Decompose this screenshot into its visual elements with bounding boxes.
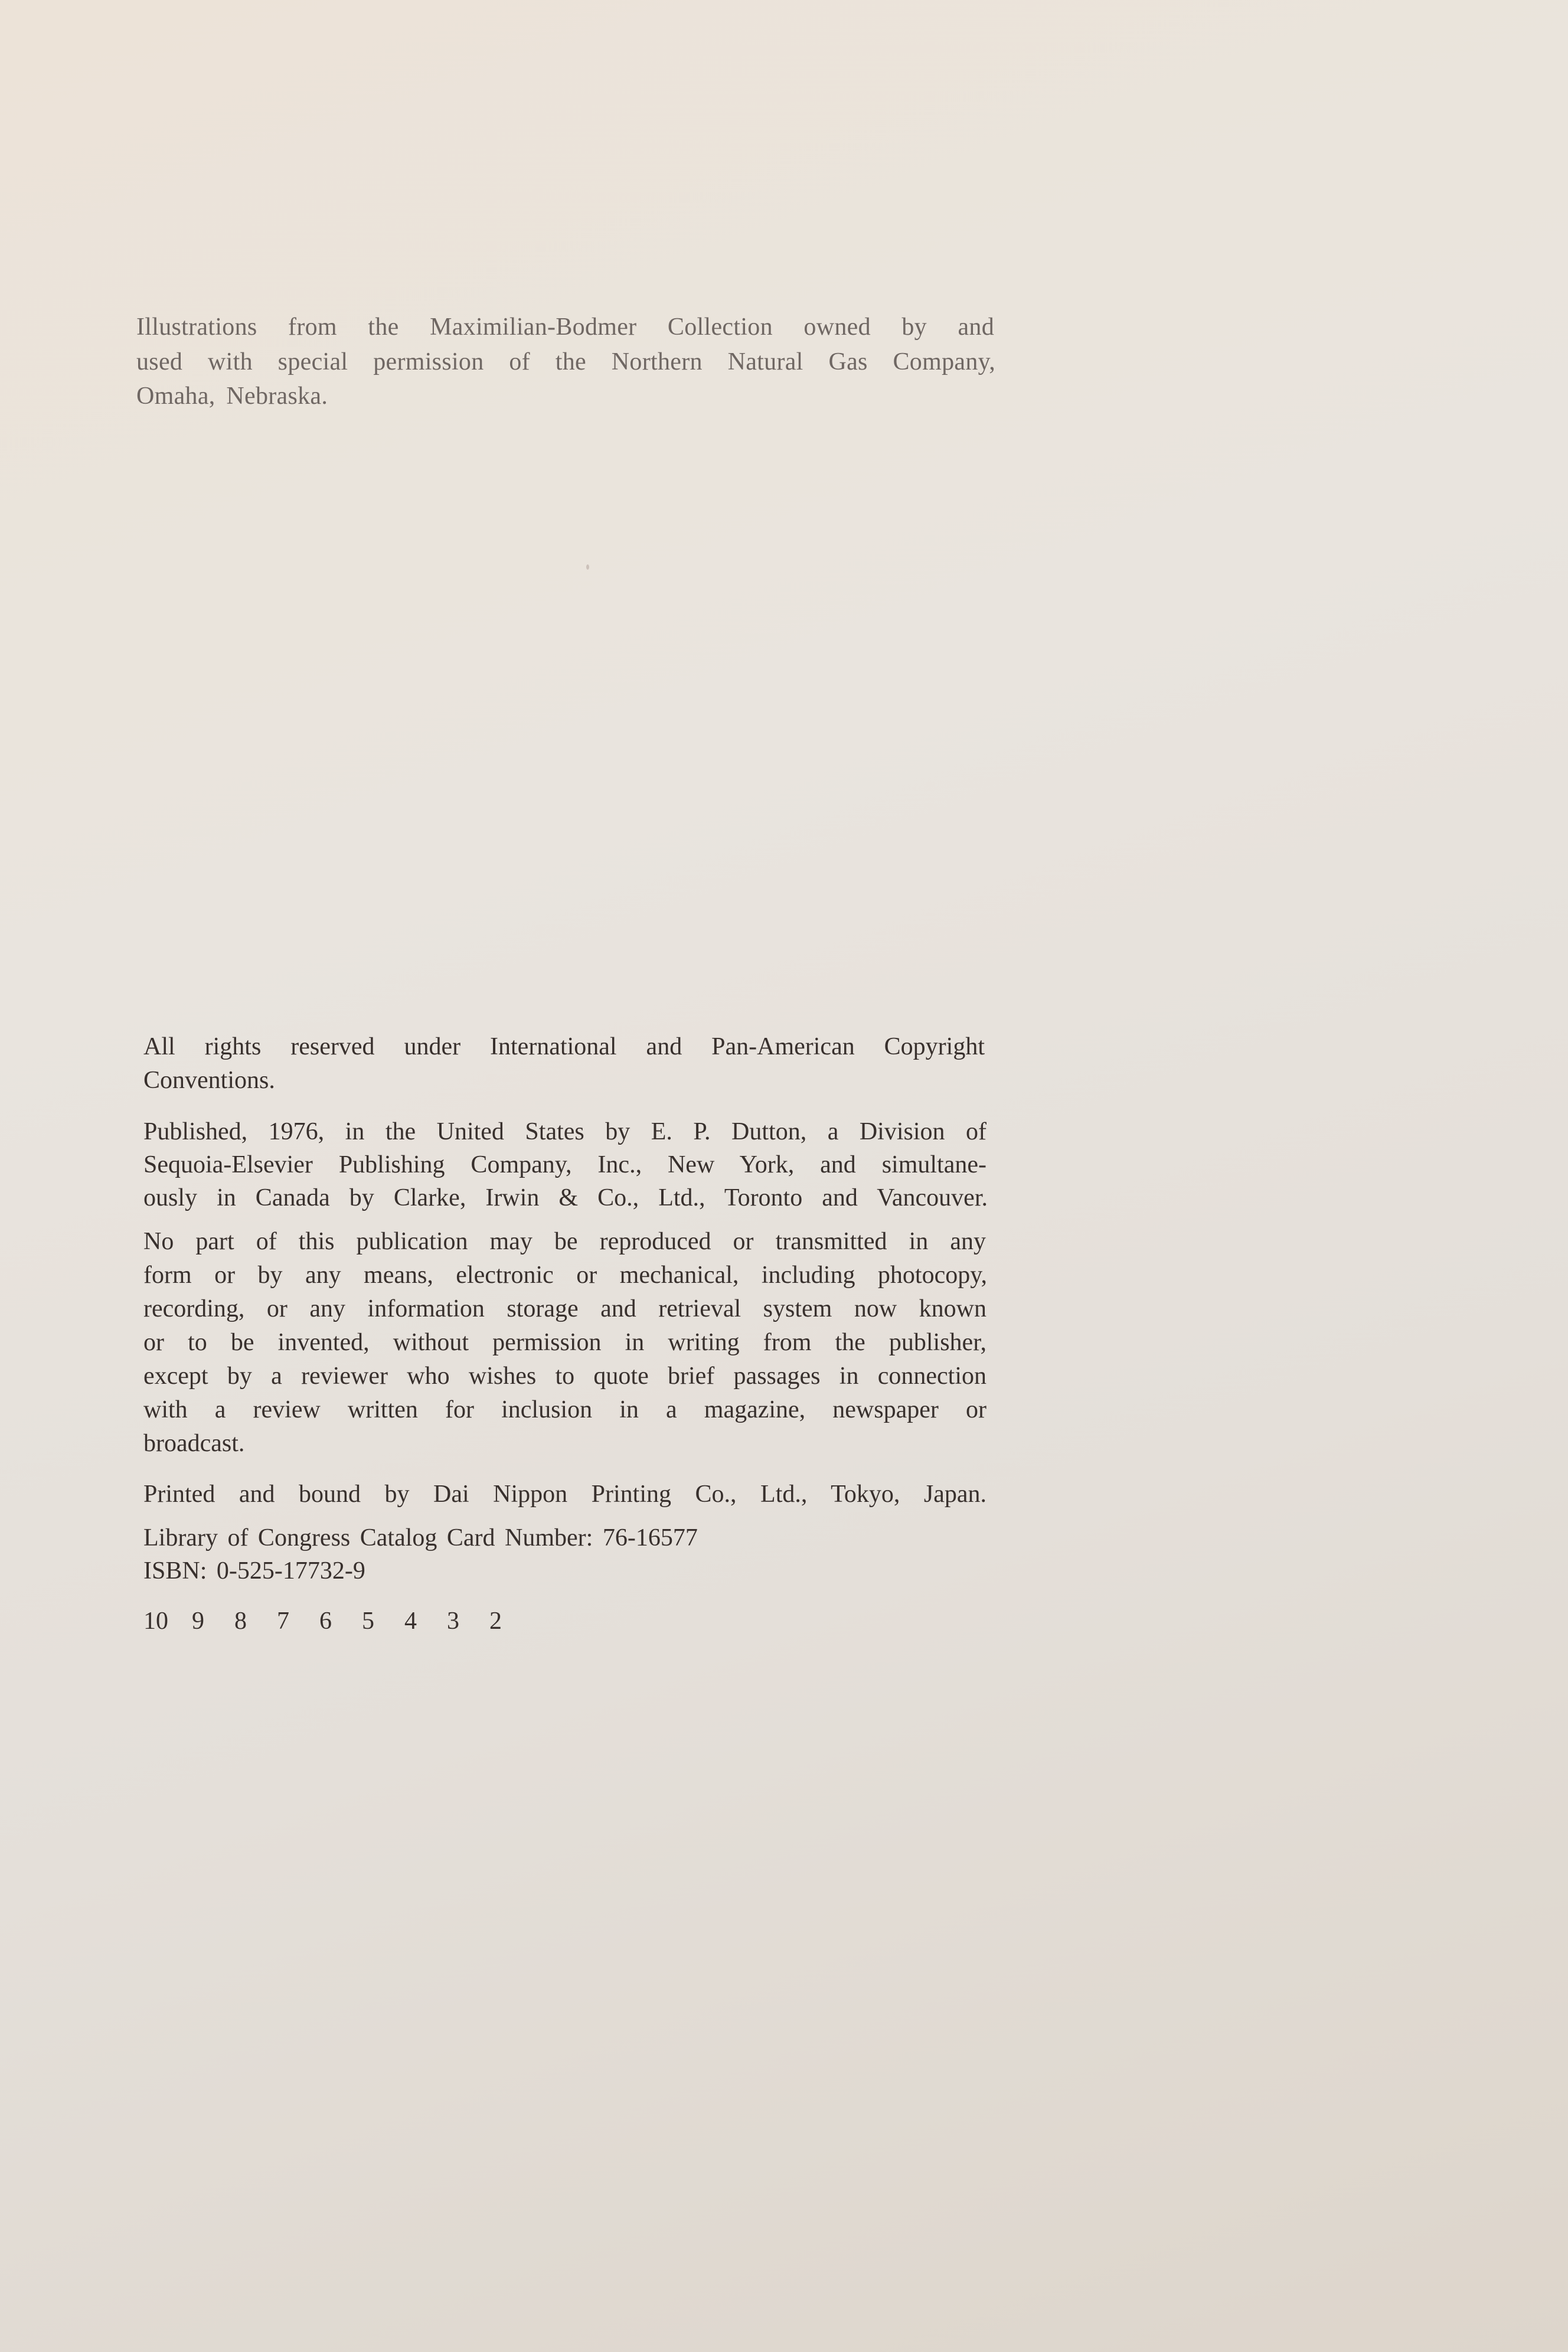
rights-line: Conventions. [143,1067,275,1094]
printer-key-number: 2 [489,1608,502,1635]
printer-key-number: 6 [319,1608,332,1635]
notice-line: except by a reviewer who wishes to quote brief passages in connection [143,1363,986,1390]
isbn: ISBN: 0-525-17732-9 [143,1557,365,1585]
printer-key-number: 9 [192,1608,204,1635]
published-line: Sequoia-Elsevier Publishing Company, Inc., New York, and simultane- [143,1151,986,1178]
paper-speck [586,564,589,570]
credit-line: used with special permission of the Northern Natural Gas Company, [136,348,995,375]
printer-key-number: 8 [234,1608,247,1635]
notice-line: broadcast. [143,1430,245,1457]
credit-line: Omaha, Nebraska. [136,383,328,410]
notice-line: with a review written for inclusion in a magazine, newspaper or [143,1396,986,1423]
printed-by: Printed and bound by Dai Nippon Printing Co., Ltd., Tokyo, Japan. [143,1481,986,1508]
notice-line: form or by any means, electronic or mechanical, including photocopy, [143,1262,987,1289]
published-line: ously in Canada by Clarke, Irwin & Co., Ltd., Toronto and Vancouver. [143,1184,988,1211]
printer-key-number: 10 [143,1608,168,1635]
notice-line: recording, or any information storage and retrieval system now known [143,1295,986,1322]
lccn: Library of Congress Catalog Card Number: 76-16577 [143,1524,698,1551]
notice-line: or to be invented, without permission in writing from the publisher, [143,1329,986,1356]
printer-key-number: 7 [277,1608,289,1635]
published-line: Published, 1976, in the United States by E. P. Dutton, a Division of [143,1118,986,1145]
rights-line: All rights reserved under International and Pan-American Copyright [143,1033,985,1060]
printer-key-number: 3 [447,1608,459,1635]
printer-key [143,1607,532,1635]
notice-line: No part of this publication may be reproduced or transmitted in any [143,1228,986,1255]
printer-key-number: 5 [362,1608,374,1635]
credit-line: Illustrations from the Maximilian-Bodmer Collection owned by and [136,313,994,341]
printer-key-number: 4 [404,1608,417,1635]
